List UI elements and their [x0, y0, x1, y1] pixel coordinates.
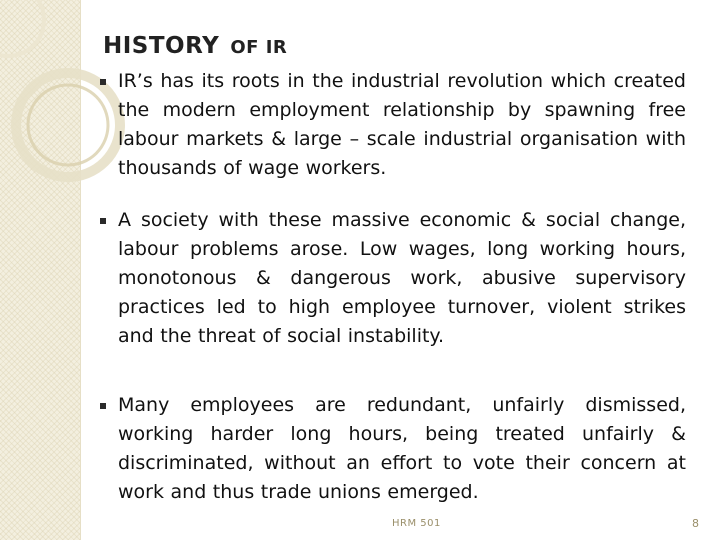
bullet-marker: [100, 218, 106, 224]
bullet-text-1: IR’s has its roots in the industrial revolution which created the modern employment relationship by spawning free labour markets & large – scale industrial organisation with thousands of wage workers.: [118, 70, 686, 179]
slide-title: [103, 26, 287, 64]
bullet-marker: [100, 79, 106, 85]
title-main: HISTORY: [103, 33, 220, 59]
bullet-text-3: Many employees are redundant, unfairly dismissed, working harder long hours, being treated unfairly & discriminated, without an effort to vote their concern at work and thus trade unions emerged.: [118, 394, 686, 503]
title-rest: OF IR: [230, 37, 288, 58]
page-number: 8: [692, 517, 699, 530]
bullet-text-2: A society with these massive economic & social change, labour problems arose. Low wages, long working hours, monotonous & dangerous work, abusive supervisory practices led to high employee turnover, violent strikes and the threat of social instability.: [118, 209, 686, 347]
slide-footer: HRM 501: [392, 518, 441, 529]
bullet-marker: [100, 403, 106, 409]
